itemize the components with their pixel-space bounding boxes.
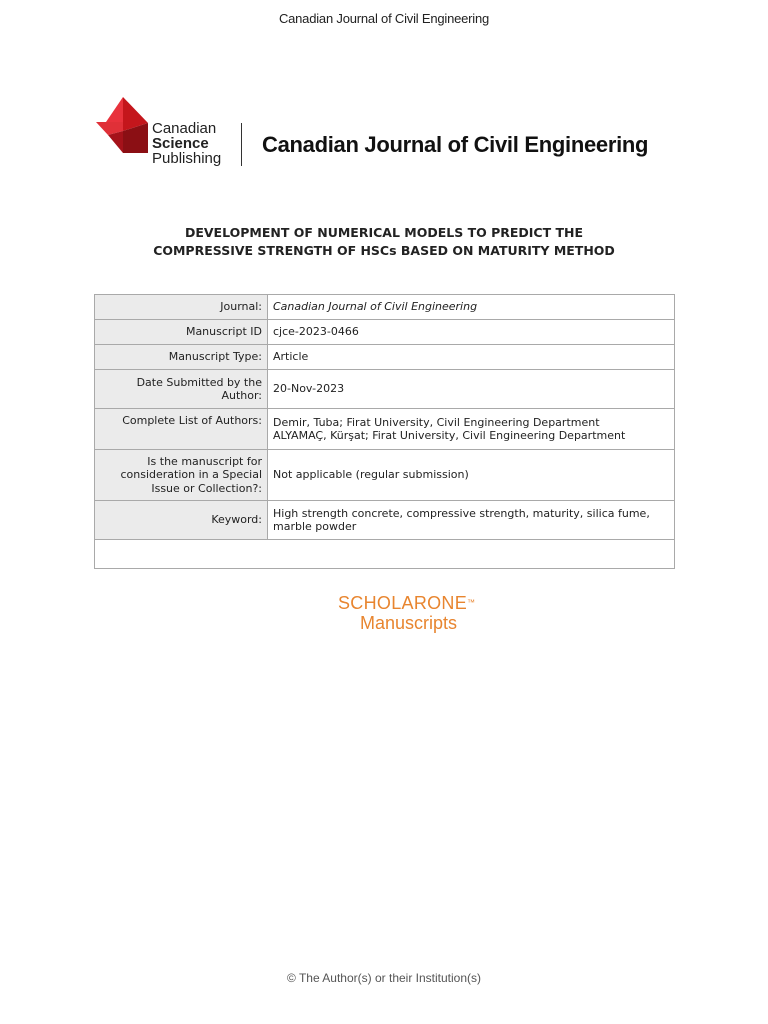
paper-title: DEVELOPMENT OF NUMERICAL MODELS TO PREDICT THE COMPRESSIVE STRENGTH OF HSCs BASED ON MATURITY METHOD [153,225,615,258]
row-value: Article [268,345,675,370]
table-row [95,320,675,345]
row-value: Canadian Journal of Civil Engineering [268,295,675,320]
row-label: Complete List of Authors: [95,409,268,450]
table-row [95,501,675,540]
table-row [95,370,675,409]
trademark-symbol: ™ [467,598,476,607]
scholarone-logo [338,593,475,633]
copyright-footer: © The Author(s) or their Institution(s) [286,971,482,985]
table-row-empty [95,540,675,569]
row-value: High strength concrete, compressive strength, maturity, silica fume, marble powder [268,501,675,540]
journal-logo-block [96,95,676,175]
row-value: cjce-2023-0466 [268,320,675,345]
journal-logo-title: Canadian Journal of Civil Engineering [262,132,649,157]
logo-divider [241,123,242,166]
row-label: Keyword: [95,501,268,540]
row-value-authors [268,409,675,450]
table-row [95,409,675,450]
publisher-wordmark [152,121,221,166]
row-value: 20-Nov-2023 [268,370,675,409]
row-label: Date Submitted by the Author: [95,370,268,409]
publisher-line-1: Canadian [152,120,217,137]
author-entry: Demir, Tuba; Firat University, Civil Engineering Department [273,415,600,429]
row-label: Manuscript Type: [95,345,268,370]
author-entry: ALYAMAÇ, Kürşat; Firat University, Civil Engineering Department [273,429,626,442]
row-label: Is the manuscript for consideration in a Special Issue or Collection?: [95,450,268,501]
publisher-line-2: Science [152,135,209,152]
scholarone-manuscripts: Manuscripts [360,613,458,633]
manuscript-metadata-table [94,294,675,569]
table-row [95,295,675,320]
scholarone-wordmark: SCHOLARONE [338,593,468,613]
table-row [95,345,675,370]
publisher-line-3: Publishing [152,150,222,167]
empty-cell [95,540,675,569]
canadian-science-publishing-logo-icon [96,95,156,155]
row-label: Manuscript ID [95,320,268,345]
row-value: Not applicable (regular submission) [268,450,675,501]
table-row [95,450,675,501]
running-header: Canadian Journal of Civil Engineering [278,11,490,26]
row-label: Journal: [95,295,268,320]
